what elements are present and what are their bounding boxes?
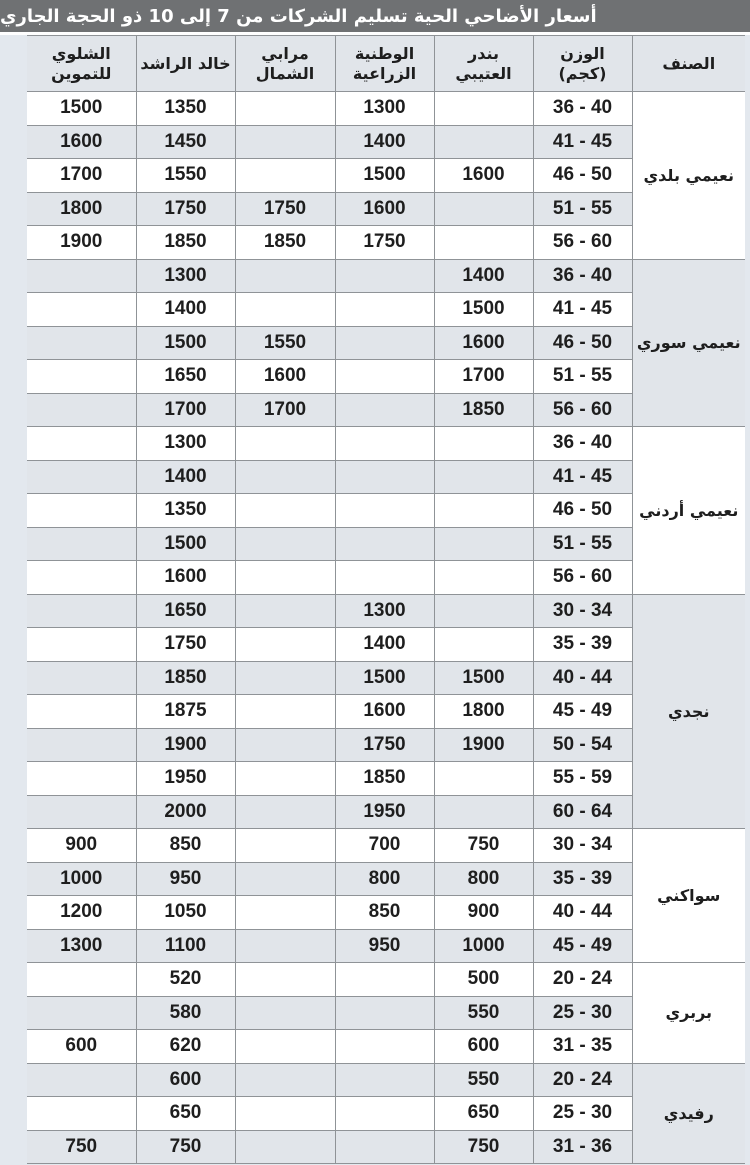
alshalawi-price: 1900 <box>27 226 136 260</box>
alshalawi-price <box>27 1063 136 1097</box>
table-row <box>27 829 745 863</box>
khaled-alrashed-price: 1100 <box>136 929 235 963</box>
wataniya-price <box>335 963 434 997</box>
marabi-alshamal-price <box>235 561 335 595</box>
alshalawi-price <box>27 460 136 494</box>
khaled-alrashed-price: 1350 <box>136 494 235 528</box>
table-row <box>27 1063 745 1097</box>
khaled-alrashed-price: 1500 <box>136 326 235 360</box>
bandar-alotaibi-price: 500 <box>434 963 533 997</box>
bandar-alotaibi-price: 650 <box>434 1097 533 1131</box>
weight-cell: 54 - 50 <box>533 728 632 762</box>
weight-cell: 36 - 31 <box>533 1130 632 1164</box>
marabi-alshamal-price: 1700 <box>235 393 335 427</box>
bandar-alotaibi-price: 750 <box>434 1130 533 1164</box>
wataniya-price <box>335 293 434 327</box>
alshalawi-price <box>27 427 136 461</box>
khaled-alrashed-price: 1400 <box>136 460 235 494</box>
alshalawi-price <box>27 561 136 595</box>
alshalawi-price <box>27 1097 136 1131</box>
marabi-alshamal-price <box>235 996 335 1030</box>
marabi-alshamal-price <box>235 427 335 461</box>
bandar-alotaibi-price: 1400 <box>434 259 533 293</box>
weight-cell: 60 - 56 <box>533 561 632 595</box>
bandar-alotaibi-price <box>434 628 533 662</box>
left-margin-strip <box>0 35 27 1165</box>
table-row <box>27 594 745 628</box>
khaled-alrashed-price: 1650 <box>136 360 235 394</box>
marabi-alshamal-price <box>235 1097 335 1131</box>
wataniya-price <box>335 460 434 494</box>
header-weight: الوزن (كجم) <box>533 36 632 92</box>
wataniya-price: 850 <box>335 896 434 930</box>
marabi-alshamal-price <box>235 795 335 829</box>
weight-cell: 45 - 41 <box>533 125 632 159</box>
wataniya-price: 1950 <box>335 795 434 829</box>
khaled-alrashed-price: 2000 <box>136 795 235 829</box>
marabi-alshamal-price <box>235 1130 335 1164</box>
wataniya-price: 1400 <box>335 628 434 662</box>
category-cell: بربري <box>632 963 745 1064</box>
marabi-alshamal-price <box>235 929 335 963</box>
alshalawi-price <box>27 326 136 360</box>
alshalawi-price <box>27 393 136 427</box>
bandar-alotaibi-price: 1000 <box>434 929 533 963</box>
bandar-alotaibi-price: 1700 <box>434 360 533 394</box>
khaled-alrashed-price: 1700 <box>136 393 235 427</box>
wataniya-price <box>335 1030 434 1064</box>
marabi-alshamal-price <box>235 661 335 695</box>
marabi-alshamal-price <box>235 896 335 930</box>
alshalawi-price <box>27 728 136 762</box>
weight-cell: 50 - 46 <box>533 326 632 360</box>
weight-cell: 64 - 60 <box>533 795 632 829</box>
marabi-alshamal-price <box>235 862 335 896</box>
weight-cell: 59 - 55 <box>533 762 632 796</box>
khaled-alrashed-price: 750 <box>136 1130 235 1164</box>
bandar-alotaibi-price <box>434 92 533 126</box>
khaled-alrashed-price: 520 <box>136 963 235 997</box>
bandar-alotaibi-price: 550 <box>434 1063 533 1097</box>
alshalawi-price <box>27 527 136 561</box>
weight-cell: 49 - 45 <box>533 929 632 963</box>
khaled-alrashed-price: 1300 <box>136 427 235 461</box>
wataniya-price <box>335 427 434 461</box>
alshalawi-price <box>27 360 136 394</box>
bandar-alotaibi-price: 600 <box>434 1030 533 1064</box>
category-cell: نعيمي أردني <box>632 427 745 595</box>
marabi-alshamal-price <box>235 594 335 628</box>
wataniya-price <box>335 996 434 1030</box>
page-title: أسعار الأضاحي الحية تسليم الشركات من 7 إلى 10 ذو الحجة الجاري <box>0 5 597 27</box>
weight-cell: 45 - 41 <box>533 293 632 327</box>
bandar-alotaibi-price: 1800 <box>434 695 533 729</box>
wataniya-price <box>335 527 434 561</box>
khaled-alrashed-price: 850 <box>136 829 235 863</box>
alshalawi-price <box>27 795 136 829</box>
marabi-alshamal-price <box>235 728 335 762</box>
category-cell: نعيمي سوري <box>632 259 745 427</box>
weight-cell: 55 - 51 <box>533 527 632 561</box>
marabi-alshamal-price <box>235 159 335 193</box>
alshalawi-price <box>27 996 136 1030</box>
alshalawi-price: 1200 <box>27 896 136 930</box>
header-category: الصنف <box>632 36 745 92</box>
bandar-alotaibi-price: 550 <box>434 996 533 1030</box>
marabi-alshamal-price <box>235 92 335 126</box>
bandar-alotaibi-price <box>434 494 533 528</box>
weight-cell: 44 - 40 <box>533 896 632 930</box>
weight-cell: 49 - 45 <box>533 695 632 729</box>
khaled-alrashed-price: 1650 <box>136 594 235 628</box>
marabi-alshamal-price <box>235 293 335 327</box>
weight-cell: 50 - 46 <box>533 159 632 193</box>
khaled-alrashed-price: 620 <box>136 1030 235 1064</box>
weight-cell: 34 - 30 <box>533 829 632 863</box>
marabi-alshamal-price <box>235 963 335 997</box>
bandar-alotaibi-price: 900 <box>434 896 533 930</box>
khaled-alrashed-price: 1550 <box>136 159 235 193</box>
title-bar <box>0 0 750 32</box>
bandar-alotaibi-price <box>434 527 533 561</box>
weight-cell: 40 - 36 <box>533 259 632 293</box>
wataniya-price: 1400 <box>335 125 434 159</box>
bandar-alotaibi-price: 750 <box>434 829 533 863</box>
alshalawi-price: 1600 <box>27 125 136 159</box>
khaled-alrashed-price: 580 <box>136 996 235 1030</box>
khaled-alrashed-price: 1050 <box>136 896 235 930</box>
khaled-alrashed-price: 650 <box>136 1097 235 1131</box>
khaled-alrashed-price: 1875 <box>136 695 235 729</box>
khaled-alrashed-price: 1450 <box>136 125 235 159</box>
weight-cell: 50 - 46 <box>533 494 632 528</box>
bandar-alotaibi-price: 1850 <box>434 393 533 427</box>
wataniya-price: 1750 <box>335 728 434 762</box>
khaled-alrashed-price: 600 <box>136 1063 235 1097</box>
wataniya-price: 1500 <box>335 661 434 695</box>
header-alshalawi: الشلوي للتموين <box>27 36 136 92</box>
bandar-alotaibi-price <box>434 460 533 494</box>
alshalawi-price <box>27 494 136 528</box>
wataniya-price <box>335 494 434 528</box>
weight-cell: 60 - 56 <box>533 393 632 427</box>
wataniya-price <box>335 393 434 427</box>
weight-cell: 39 - 35 <box>533 862 632 896</box>
wataniya-price <box>335 326 434 360</box>
khaled-alrashed-price: 1750 <box>136 192 235 226</box>
header-marabi-alshamal: مرابي الشمال <box>235 36 335 92</box>
wataniya-price: 1300 <box>335 92 434 126</box>
marabi-alshamal-price <box>235 1030 335 1064</box>
wataniya-price <box>335 1130 434 1164</box>
wataniya-price <box>335 1097 434 1131</box>
bandar-alotaibi-price <box>434 795 533 829</box>
wataniya-price: 800 <box>335 862 434 896</box>
wataniya-price <box>335 1063 434 1097</box>
marabi-alshamal-price: 1750 <box>235 192 335 226</box>
weight-cell: 39 - 35 <box>533 628 632 662</box>
alshalawi-price: 900 <box>27 829 136 863</box>
table-row <box>27 92 745 126</box>
header-bandar-alotaibi: بندر العتيبي <box>434 36 533 92</box>
marabi-alshamal-price <box>235 829 335 863</box>
marabi-alshamal-price <box>235 695 335 729</box>
wataniya-price <box>335 259 434 293</box>
marabi-alshamal-price <box>235 628 335 662</box>
wataniya-price: 700 <box>335 829 434 863</box>
alshalawi-price: 750 <box>27 1130 136 1164</box>
khaled-alrashed-price: 950 <box>136 862 235 896</box>
bandar-alotaibi-price: 1600 <box>434 159 533 193</box>
alshalawi-price <box>27 661 136 695</box>
bandar-alotaibi-price <box>434 427 533 461</box>
weight-cell: 45 - 41 <box>533 460 632 494</box>
weight-cell: 24 - 20 <box>533 1063 632 1097</box>
marabi-alshamal-price <box>235 762 335 796</box>
alshalawi-price <box>27 963 136 997</box>
alshalawi-price <box>27 259 136 293</box>
khaled-alrashed-price: 1600 <box>136 561 235 595</box>
marabi-alshamal-price <box>235 125 335 159</box>
marabi-alshamal-price: 1600 <box>235 360 335 394</box>
weight-cell: 55 - 51 <box>533 360 632 394</box>
khaled-alrashed-price: 1900 <box>136 728 235 762</box>
khaled-alrashed-price: 1500 <box>136 527 235 561</box>
khaled-alrashed-price: 1350 <box>136 92 235 126</box>
category-cell: سواكني <box>632 829 745 963</box>
bandar-alotaibi-price: 1600 <box>434 326 533 360</box>
category-cell: نعيمي بلدي <box>632 92 745 260</box>
alshalawi-price: 600 <box>27 1030 136 1064</box>
alshalawi-price: 1500 <box>27 92 136 126</box>
marabi-alshamal-price: 1550 <box>235 326 335 360</box>
wataniya-price: 1500 <box>335 159 434 193</box>
alshalawi-price: 1800 <box>27 192 136 226</box>
header-khaled-alrashed: خالد الراشد <box>136 36 235 92</box>
alshalawi-price <box>27 293 136 327</box>
alshalawi-price <box>27 628 136 662</box>
khaled-alrashed-price: 1950 <box>136 762 235 796</box>
bandar-alotaibi-price <box>434 192 533 226</box>
bandar-alotaibi-price: 1500 <box>434 661 533 695</box>
marabi-alshamal-price <box>235 1063 335 1097</box>
bandar-alotaibi-price <box>434 594 533 628</box>
khaled-alrashed-price: 1750 <box>136 628 235 662</box>
wataniya-price <box>335 360 434 394</box>
marabi-alshamal-price <box>235 259 335 293</box>
alshalawi-price: 1000 <box>27 862 136 896</box>
bandar-alotaibi-price <box>434 125 533 159</box>
khaled-alrashed-price: 1300 <box>136 259 235 293</box>
weight-cell: 35 - 31 <box>533 1030 632 1064</box>
wataniya-price: 1300 <box>335 594 434 628</box>
khaled-alrashed-price: 1850 <box>136 226 235 260</box>
wataniya-price <box>335 561 434 595</box>
bandar-alotaibi-price <box>434 226 533 260</box>
weight-cell: 40 - 36 <box>533 427 632 461</box>
bandar-alotaibi-price <box>434 561 533 595</box>
wataniya-price: 1600 <box>335 192 434 226</box>
bandar-alotaibi-price: 1900 <box>434 728 533 762</box>
wataniya-price: 1600 <box>335 695 434 729</box>
alshalawi-price <box>27 594 136 628</box>
weight-cell: 30 - 25 <box>533 1097 632 1131</box>
alshalawi-price: 1300 <box>27 929 136 963</box>
bandar-alotaibi-price: 1500 <box>434 293 533 327</box>
khaled-alrashed-price: 1400 <box>136 293 235 327</box>
table-row <box>27 259 745 293</box>
marabi-alshamal-price <box>235 494 335 528</box>
khaled-alrashed-price: 1850 <box>136 661 235 695</box>
bandar-alotaibi-price <box>434 762 533 796</box>
category-cell: رفيدي <box>632 1063 745 1164</box>
bandar-alotaibi-price: 800 <box>434 862 533 896</box>
weight-cell: 55 - 51 <box>533 192 632 226</box>
table-row <box>27 963 745 997</box>
marabi-alshamal-price: 1850 <box>235 226 335 260</box>
weight-cell: 60 - 56 <box>533 226 632 260</box>
weight-cell: 40 - 36 <box>533 92 632 126</box>
marabi-alshamal-price <box>235 527 335 561</box>
header-row <box>27 36 745 92</box>
weight-cell: 44 - 40 <box>533 661 632 695</box>
marabi-alshamal-price <box>235 460 335 494</box>
table-body <box>27 92 745 1164</box>
alshalawi-price <box>27 695 136 729</box>
category-cell: نجدي <box>632 594 745 829</box>
weight-cell: 30 - 25 <box>533 996 632 1030</box>
alshalawi-price <box>27 762 136 796</box>
table-row <box>27 427 745 461</box>
weight-cell: 34 - 30 <box>533 594 632 628</box>
wataniya-price: 1850 <box>335 762 434 796</box>
wataniya-price: 950 <box>335 929 434 963</box>
header-wataniya: الوطنية الزراعية <box>335 36 434 92</box>
wataniya-price: 1750 <box>335 226 434 260</box>
price-table <box>27 35 745 1164</box>
weight-cell: 24 - 20 <box>533 963 632 997</box>
alshalawi-price: 1700 <box>27 159 136 193</box>
